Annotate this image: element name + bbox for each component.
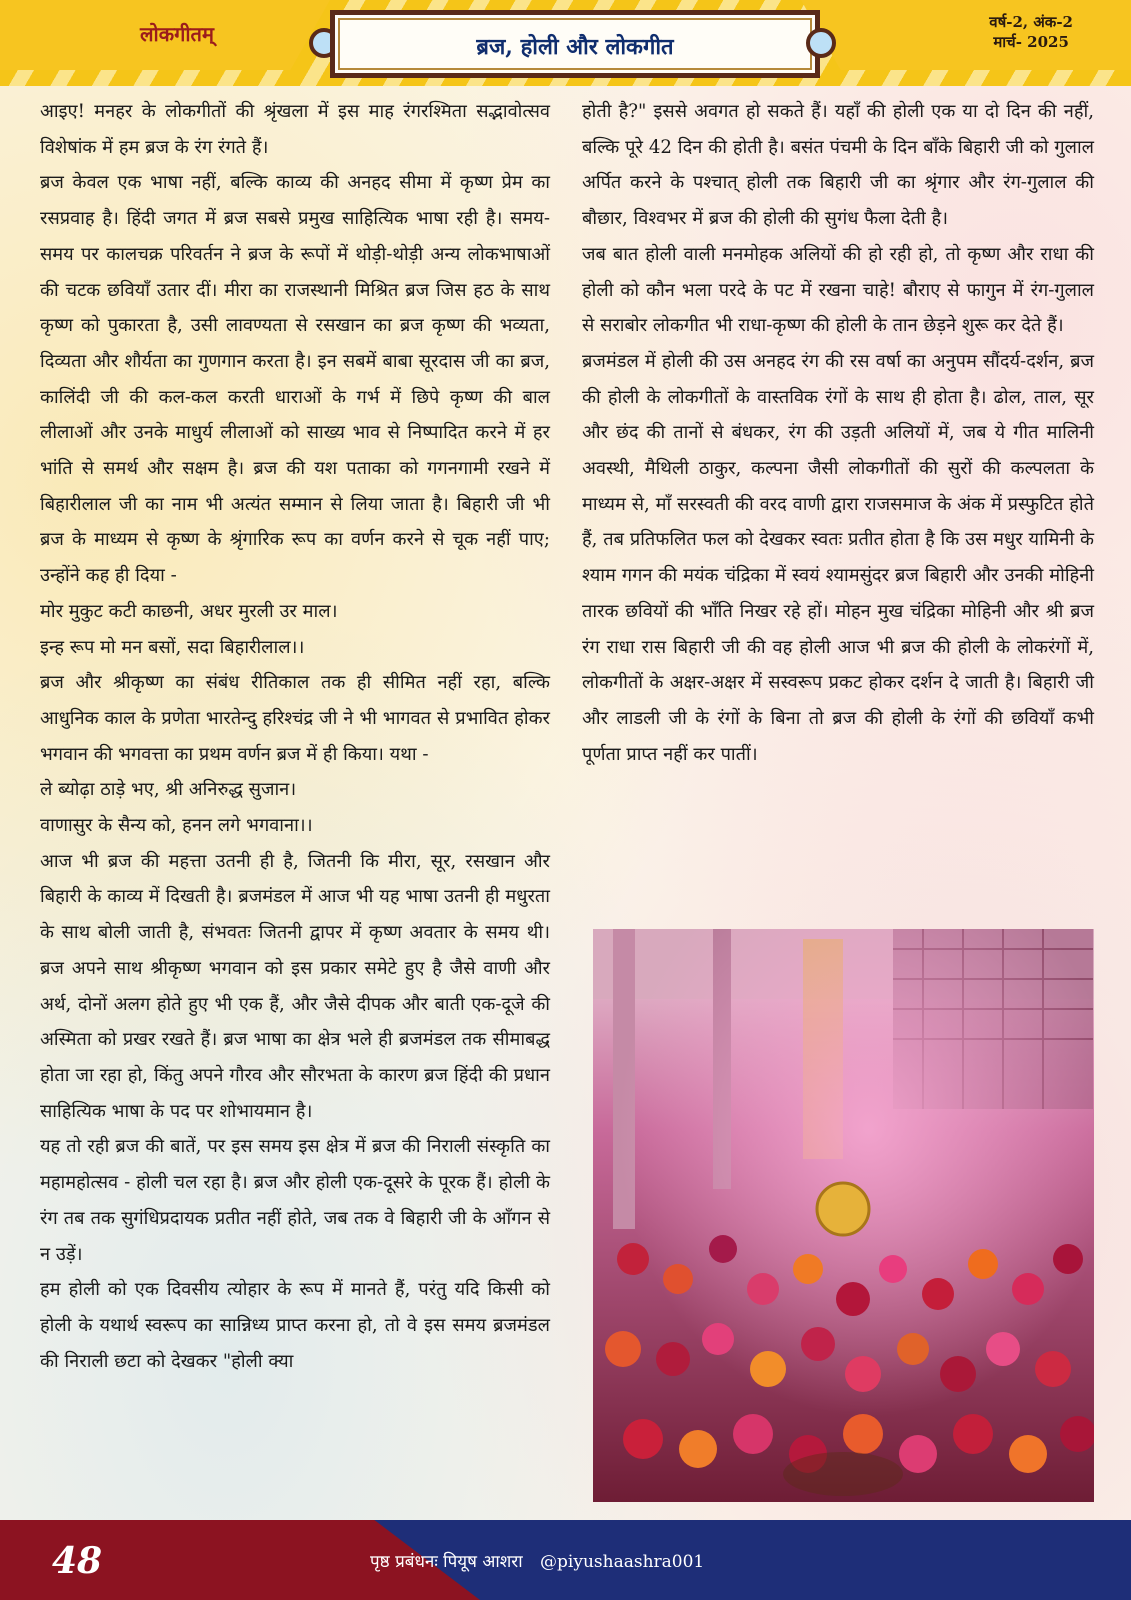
title-banner <box>330 10 820 78</box>
paragraph: आइए! मनहर के लोकगीतों की श्रृंखला में इस माह रंगरश्मिता सद्भावोत्सव विशेषांक में हम ब्रज के रंग रंगते हैं। <box>40 101 550 158</box>
verse-line: मोर मुकुट कटी काछनी, अधर मुरली उर माल। <box>40 600 338 622</box>
holi-crowd-photo <box>593 929 1094 1502</box>
paragraph: हम होली को एक दिवसीय त्योहार के रूप में मानते हैं, परंतु यदि किसी को होली के यथार्थ स्वरूप का सान्निध्य प्राप्त करना हो, तो वे इस समय ब्रजमंडल की निराली छटा को देखकर "होली क्या <box>40 1279 550 1372</box>
issue-date: मार्च- 2025 <box>993 33 1069 51</box>
credit-handle: @piyushaashra001 <box>540 1552 705 1572</box>
paragraph: जब बात होली वाली मनमोहक अलियों की हो रही हो, तो कृष्ण और राधा की होली को कौन भला परदे के पट में रखना चाहे! बौराए से फागुन में रंग-गुलाल से सराबोर लोकगीत भी राधा-कृष्ण की होली के तान छेड़ने शुरू कर देते हैं। <box>582 243 1094 337</box>
verse-line: ले ब्योढ़ा ठाड़े भए, श्री अनिरुद्ध सुजान। <box>40 779 297 801</box>
paragraph: ब्रज और श्रीकृष्ण का संबंध रीतिकाल तक ही सीमित नहीं रहा, बल्कि आधुनिक काल के प्रणेता भारतेन्दु हरिश्चंद्र जी ने भी भागवत से प्रभावित होकर भगवान की भगवत्ता का प्रथम वर्णन ब्रज में ही किया। यथा - <box>40 672 550 765</box>
article-column-left <box>40 94 550 1379</box>
paragraph: ब्रजमंडल में होली की उस अनहद रंग की रस वर्षा का अनुपम सौंदर्य-दर्शन, ब्रज की होली के लोकगीतों के वास्तविक रंगों के साथ ही होता है। ढोल, ताल, सूर और छंद की तानों से बंधकर, रंग की उड़ती अलियों में, जब ये गीत मालिनी अवस्थी, मैथिली ठाकुर, कल्पना जैसी लोकगीतों की सुरों की कल्पलता के माध्यम से, माँ सरस्वती की वरद वाणी द्वारा राजसमाज के अंक में प्रस्फुटित होते हैं, तब प्रतिफलित फल को देखकर स्वतः प्रतीत होता है कि उस मधुर यामिनी के श्याम गगन की मयंक चंद्रिका में स्वयं श्यामसुंदर ब्रज बिहारी और उनकी मोहिनी तारक छवियों की भाँति निखर रहे हों। मोहन मुख चंद्रिका मोहिनी और श्री ब्रज रंग राधा रास बिहारी जी की वह होली आज भी ब्रज की होली के लोकरंगों में, लोकगीतों के अक्षर-अक्षर में सस्वरूप प्रकट होकर दर्शन दे जाती है। बिहारी जी और लाडली जी के रंगों के बिना तो ब्रज की होली के रंगों की छवियाँ कभी पूर्णता प्राप्त नहीं कर पातीं। <box>582 350 1094 765</box>
paragraph: यह तो रही ब्रज की बातें, पर इस समय इस क्षेत्र में ब्रज की निराली संस्कृति का महामहोत्सव - होली चल रहा है। ब्रज और होली एक-दूसरे के पूरक हैं। होली के रंग तब तक सुगंधिप्रदायक प्रतीत नहीं होते, जब तक वे बिहारी जी के आँगन से न उड़ें। <box>40 1136 550 1265</box>
page-title: ब्रज, होली और लोकगीत <box>476 34 674 60</box>
credit-label: पृष्ठ प्रबंधनः पियूष आशरा <box>370 1552 523 1572</box>
page-number: 48 <box>52 1540 103 1582</box>
magazine-name: लोकगीतम् <box>140 22 214 46</box>
verse-line: वाणासुर के सैन्य को, हनन लगे भगवाना।। <box>40 815 313 837</box>
article-column-right <box>582 94 1094 772</box>
verse-line: इन्ह रूप मो मन बसों, सदा बिहारीलाल।। <box>40 636 305 658</box>
paragraph: ब्रज केवल एक भाषा नहीं, बल्कि काव्य की अनहद सीमा में कृष्ण प्रेम का रसप्रवाह है। हिंदी जगत में ब्रज सबसे प्रमुख साहित्यिक भाषा रही है। समय-समय पर कालचक्र परिवर्तन ने ब्रज के रूपों में थोड़ी-थोड़ी अन्य लोकभाषाओं की चटक छवियाँ उतार दीं। मीरा का राजस्थानी मिश्रित ब्रज जिस हठ के साथ कृष्ण को पुकारता है, उसी लावण्यता से रसखान का ब्रज कृष्ण की भव्यता, दिव्यता और शौर्यता का गुणगान करता है। इन सबमें बाबा सूरदास जी का ब्रज, कालिंदी जी की कल-कल करती धाराओं के गर्भ में छिपे कृष्ण की बाल लीलाओं और उनके माधुर्य लीलाओं को साख्य भाव से निष्पादित करने में हर भांति से समर्थ और सक्षम है। ब्रज की यश पताका को गगनगामी रखने में बिहारीलाल जी का नाम भी अत्यंत सम्मान से लिया जाता है। बिहारी जी भी ब्रज के माध्यम से कृष्ण के श्रृंगारिक रूप का वर्णन करने से चूक नहीं पाए; उन्होंने कह ही दिया - <box>40 172 550 587</box>
title-ornament-right <box>806 28 836 58</box>
paragraph: होती है?" इससे अवगत हो सकते हैं। यहाँ की होली एक या दो दिन की नहीं, बल्कि पूरे 42 दिन की होती है। बसंत पंचमी के दिन बाँके बिहारी जी को गुलाल अर्पित करने के पश्चात् होली तक बिहारी जी का श्रृंगार और रंग-गुलाल की बौछार, विश्वभर में ब्रज की होली की सुगंध फैला देती है। <box>582 101 1094 230</box>
paragraph: आज भी ब्रज की महत्ता उतनी ही है, जितनी कि मीरा, सूर, रसखान और बिहारी के काव्य में दिखती है। ब्रजमंडल में आज भी यह भाषा उतनी ही मधुरता के साथ बोली जाती है, संभवतः जितनी द्वापर में कृष्ण अवतार के समय थी। ब्रज अपने साथ श्रीकृष्ण भगवान को इस प्रकार समेटे हुए है जैसे वाणी और अर्थ, दोनों अलग होते हुए भी एक हैं, और जैसे दीपक और बाती एक-दूजे की अस्मिता को प्रखर रखते हैं। ब्रज भाषा का क्षेत्र भले ही ब्रजमंडल तक सीमाबद्ध होता जा रहा हो, किंतु अपने गौरव और सौरभता के कारण ब्रज हिंदी की प्रधान साहित्यिक भाषा के पद पर शोभायमान है। <box>40 850 550 1122</box>
issue-info <box>989 12 1073 52</box>
page-credit <box>370 1549 704 1572</box>
issue-volume: वर्ष-2, अंक-2 <box>989 13 1073 31</box>
header-right-panel <box>801 0 1131 70</box>
